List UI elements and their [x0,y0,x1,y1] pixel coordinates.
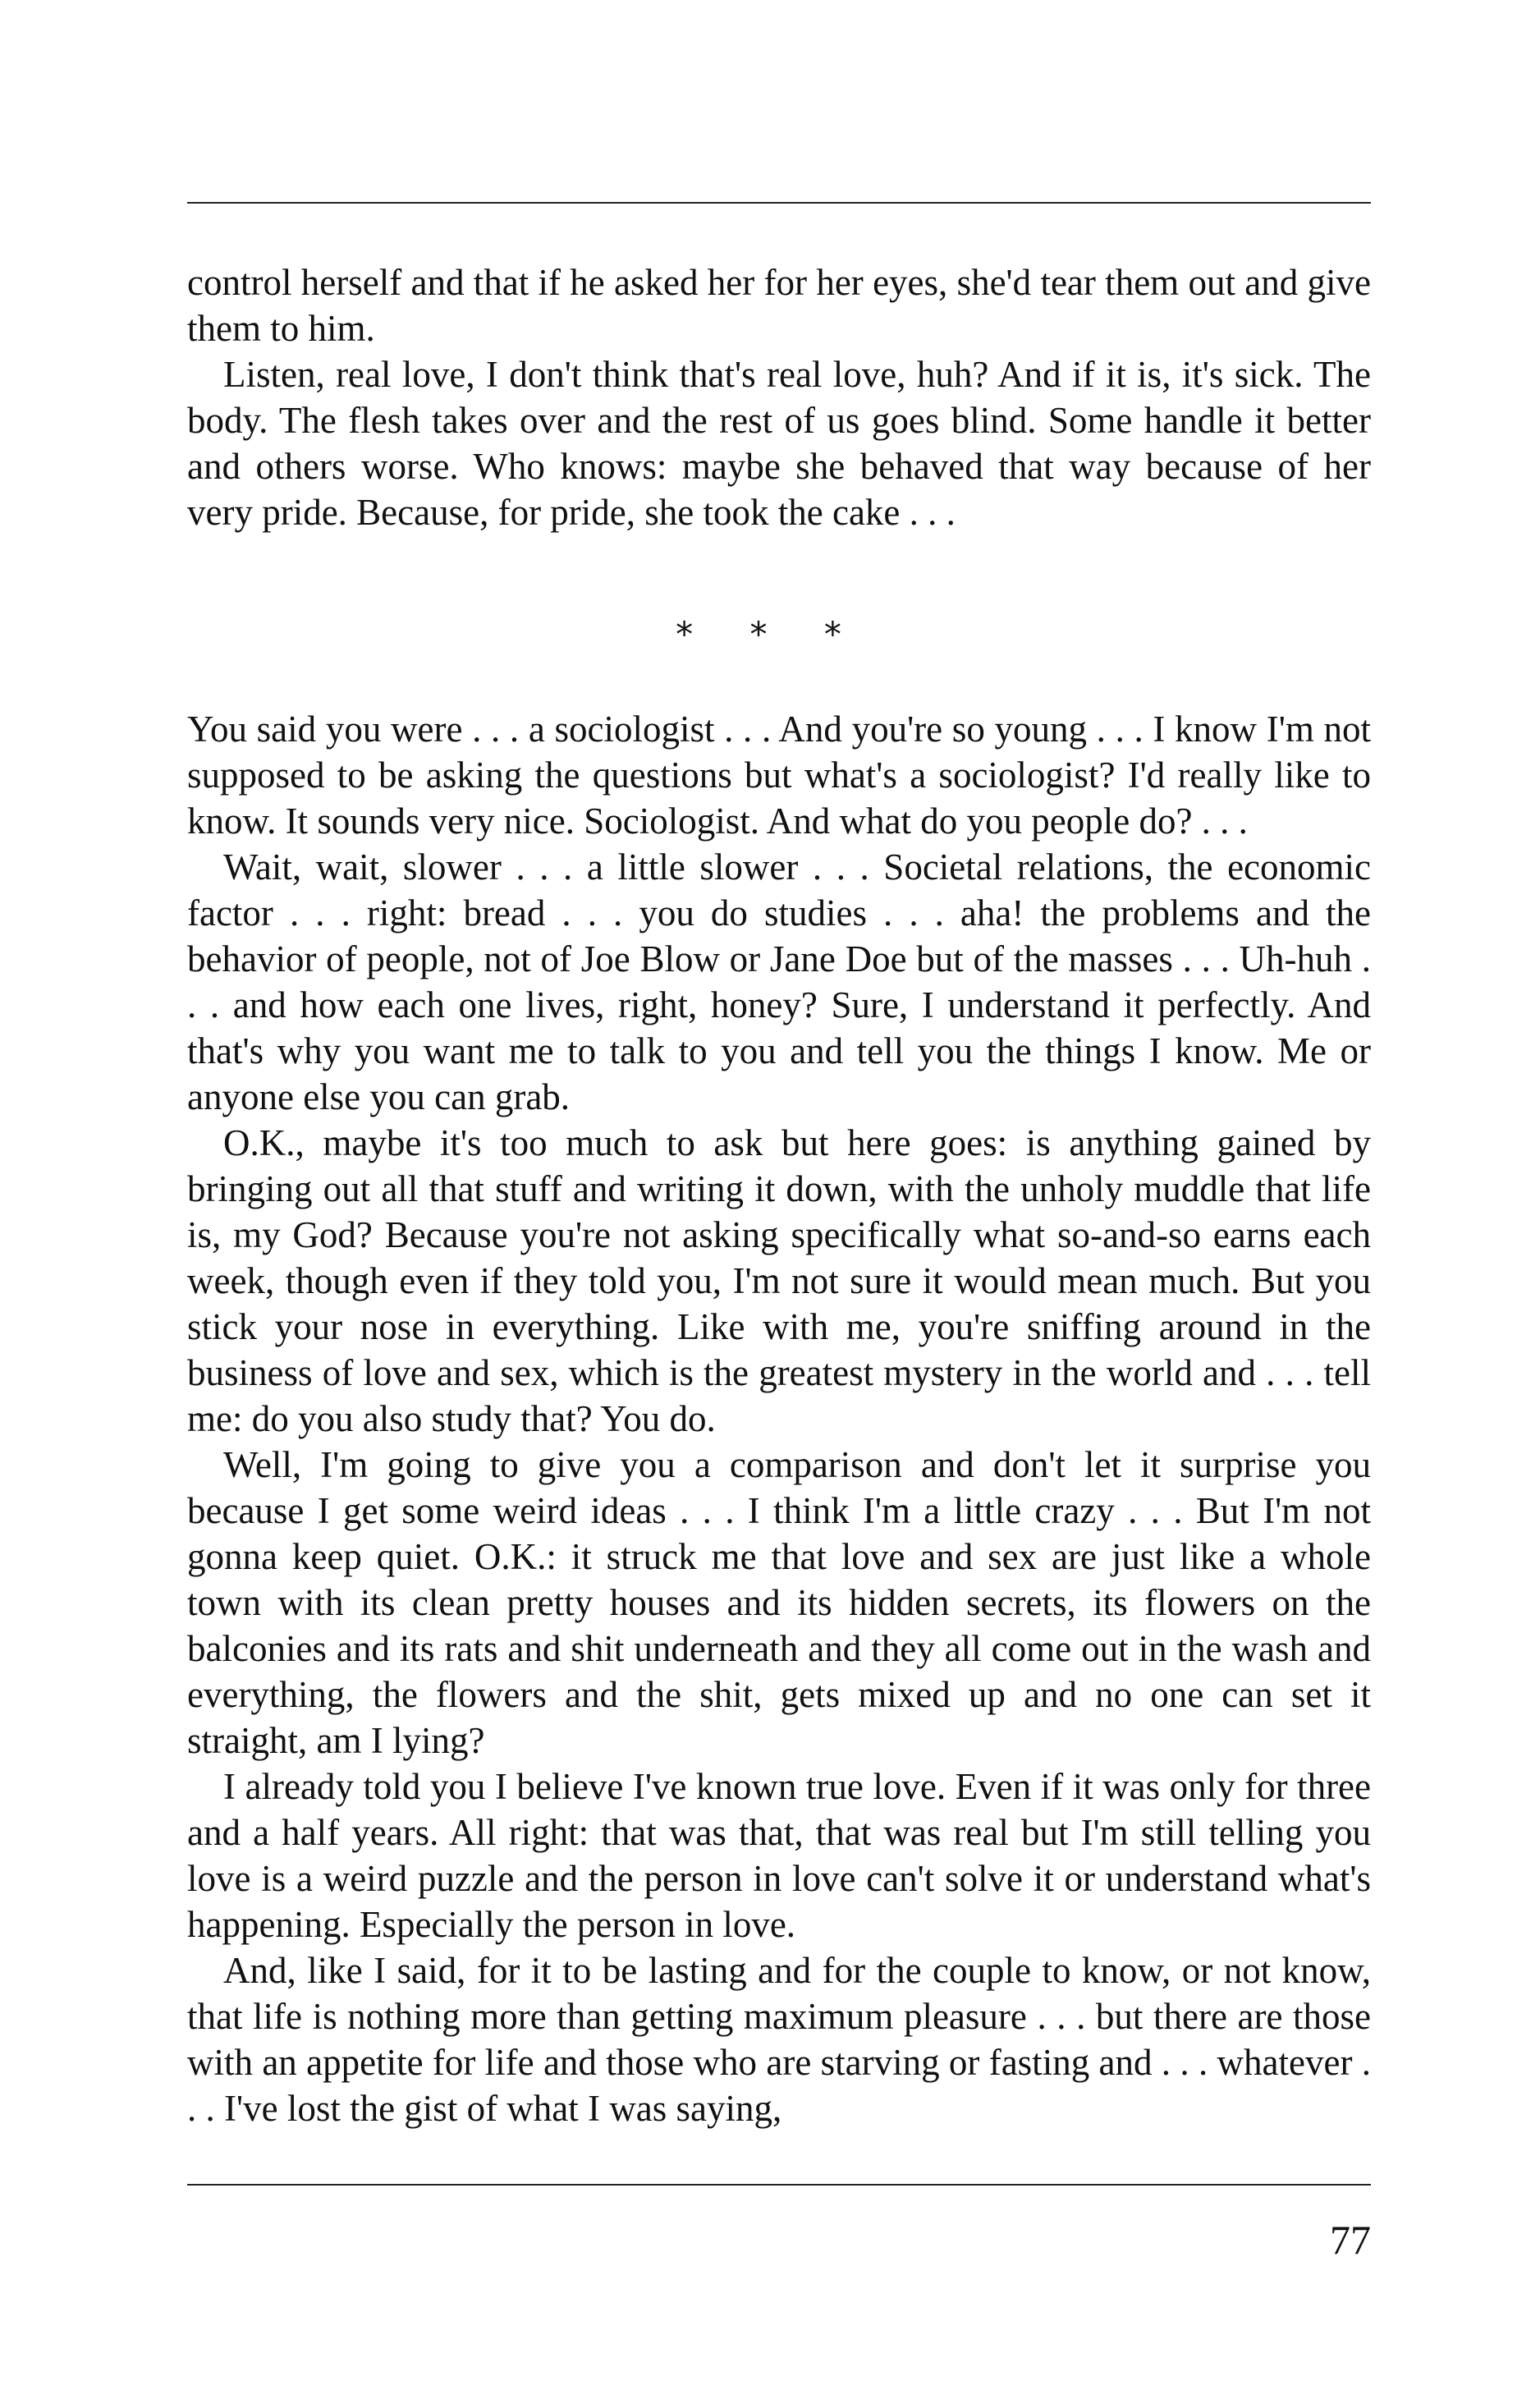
paragraph: control herself and that if he asked her for her eyes, she'd tear them out and give them to him. [187,262,1371,349]
section-separator: * * * [676,614,864,654]
paragraph: O.K., maybe it's too much to ask but here goes: is anything gained by bringing out all that stuff and writing it down, with the unholy muddle that life is, my God? Because you're not asking specifically what so-and-so earns each week, though even if they told you, I'm not sure it would mean much. But you stick your nose in everything. Like with me, you're sniffing around in the business of love and sex, which is the greatest mystery in the world and . . . tell me: do you also study that? You do. [187,1122,1371,1439]
top-rule [187,202,1371,204]
paragraph: I already told you I believe I've known true love. Even if it was only for three and a half years. All right: that was that, that was real but I'm still telling you love is a weird puzzle and the person in love can't solve it or understand what's happening. Especially the person in love. [187,1766,1371,1945]
paragraph: You said you were . . . a sociologist . . . And you're so young . . . I know I'm not supposed to be asking the questions but what's a sociologist? I'd really like to know. It sounds very nice. Sociologist. And what do you people do? . . . [187,709,1371,842]
page-number: 77 [1330,2217,1371,2263]
text-section-2 [187,706,1371,2131]
bottom-rule [187,2184,1371,2186]
paragraph: And, like I said, for it to be lasting and for the couple to know, or not know, that life is nothing more than getting maximum pleasure . . . but there are those with an appetite for life and those who are starving or fasting and . . . whatever . . . I've lost the gist of what I was saying, [187,1950,1371,2129]
paragraph: Wait, wait, slower . . . a little slower . . . Societal relations, the economic factor . . . right: bread . . . you do studies . . . aha! the problems and the behavior of people, not of Joe Blow or Jane Doe but of the masses . . . Uh-huh . . . and how each one lives, right, honey? Sure, I understand it perfectly. And that's why you want me to talk to you and tell you the things I know. Me or anyone else you can grab. [187,846,1371,1117]
paragraph: Listen, real love, I don't think that's real love, huh? And if it is, it's sick. The body. The flesh takes over and the rest of us goes blind. Some handle it better and others worse. Who knows: maybe she behaved that way because of her very pride. Because, for pride, she took the cake . . . [187,354,1371,533]
text-section-1 [187,259,1371,535]
paragraph: Well, I'm going to give you a comparison and don't let it surprise you because I get some weird ideas . . . I think I'm a little crazy . . . But I'm not gonna keep quiet. O.K.: it struck me that love and sex are just like a whole town with its clean pretty houses and its hidden secrets, its flowers on the balconies and its rats and shit underneath and they all come out in the wash and everything, the flowers and the shit, gets mixed up and no one can set it straight, am I lying? [187,1444,1371,1761]
